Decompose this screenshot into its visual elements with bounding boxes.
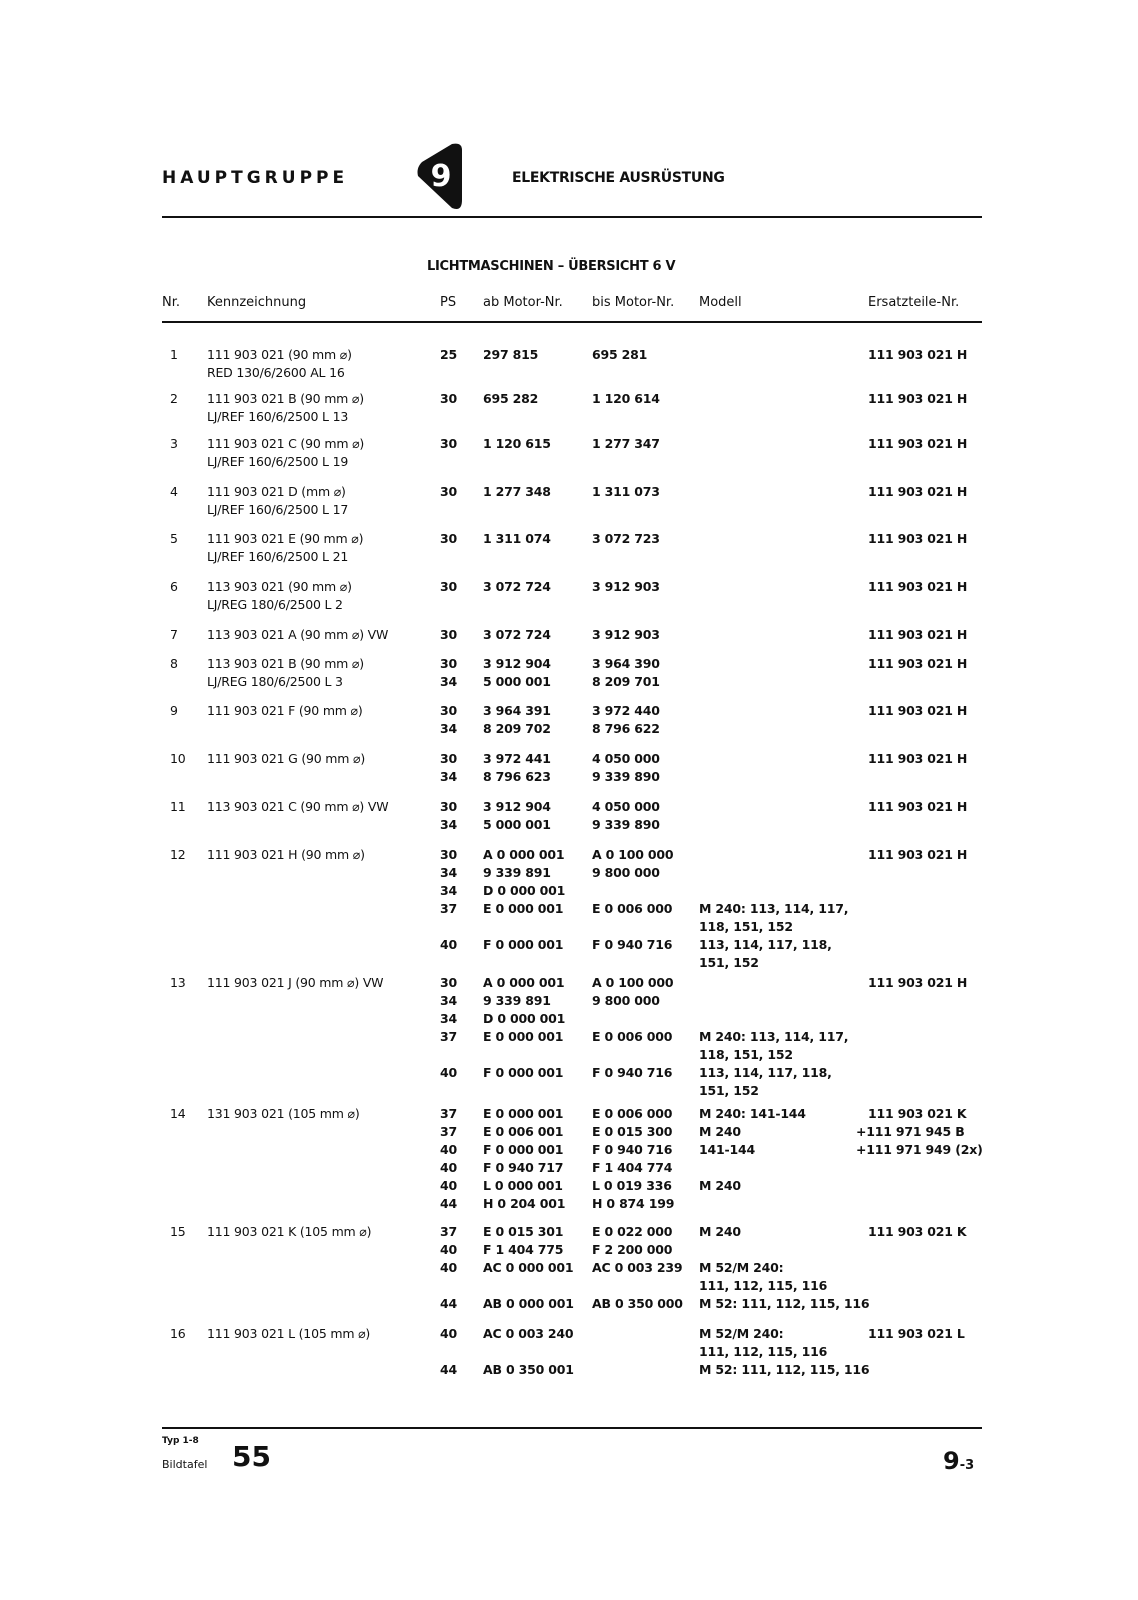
ab-motor-cell: L 0 000 001	[483, 1178, 563, 1193]
bis-motor-cell: 9 339 890	[592, 817, 660, 832]
modell-cell: 113, 114, 117, 118,	[699, 937, 832, 952]
kennzeichnung-cell: 113 903 021 A (90 mm ⌀) VW	[207, 627, 389, 642]
type-label: Typ 1-8	[162, 1436, 199, 1446]
ps-cell: 30	[440, 799, 457, 814]
ps-cell: 40	[440, 1065, 457, 1080]
ps-cell: 34	[440, 883, 457, 898]
ab-motor-cell: F 0 000 001	[483, 1065, 564, 1080]
modell-cell: 141-144	[699, 1142, 755, 1157]
ersatzteil-cell: 111 903 021 H	[868, 436, 968, 451]
bis-motor-cell: A 0 100 000	[592, 847, 674, 862]
row-number: 12	[170, 847, 186, 862]
ersatzteil-cell: 111 903 021 H	[868, 975, 968, 990]
bis-motor-cell: H 0 874 199	[592, 1196, 675, 1211]
col-header-ps: PS	[440, 295, 457, 310]
bis-motor-cell: 3 912 903	[592, 579, 660, 594]
ab-motor-cell: 1 311 074	[483, 531, 551, 546]
ersatzteil-cell: 111 903 021 H	[868, 579, 968, 594]
ab-motor-cell: 5 000 001	[483, 817, 551, 832]
bis-motor-cell: A 0 100 000	[592, 975, 674, 990]
kennzeichnung-cell: LJ/REF 160/6/2500 L 19	[207, 454, 349, 469]
bildtafel-number: 55	[232, 1440, 271, 1473]
page-minor: -3	[959, 1458, 975, 1473]
ps-cell: 30	[440, 703, 457, 718]
bis-motor-cell: 9 339 890	[592, 769, 660, 784]
ps-cell: 40	[440, 1242, 457, 1257]
modell-cell: 118, 151, 152	[699, 1047, 793, 1062]
ersatzteil-cell: 111 903 021 H	[868, 751, 968, 766]
bis-motor-cell: 1 311 073	[592, 484, 660, 499]
ab-motor-cell: 3 072 724	[483, 627, 551, 642]
ps-cell: 30	[440, 484, 457, 499]
kennzeichnung-cell: 111 903 021 C (90 mm ⌀)	[207, 436, 365, 451]
ps-cell: 40	[440, 1178, 457, 1193]
ps-cell: 40	[440, 1160, 457, 1175]
ps-cell: 34	[440, 1011, 457, 1026]
ersatzteil-cell: 111 903 021 H	[868, 656, 968, 671]
group-number-badge	[412, 142, 466, 212]
ersatzteil-cell: 111 903 021 H	[868, 703, 968, 718]
ps-cell: 44	[440, 1196, 457, 1211]
modell-cell: 111, 112, 115, 116	[699, 1278, 828, 1293]
ps-cell: 37	[440, 1124, 457, 1139]
ab-motor-cell: 5 000 001	[483, 674, 551, 689]
ab-motor-cell: 3 964 391	[483, 703, 551, 718]
bis-motor-cell: 695 281	[592, 347, 648, 362]
ersatzteil-cell: 111 903 021 H	[868, 799, 968, 814]
modell-cell: 113, 114, 117, 118,	[699, 1065, 832, 1080]
bildtafel-label: Bildtafel	[162, 1458, 208, 1471]
row-number: 10	[170, 751, 186, 766]
bis-motor-cell: F 2 200 000	[592, 1242, 673, 1257]
kennzeichnung-cell: 111 903 021 J (90 mm ⌀) VW	[207, 975, 384, 990]
kennzeichnung-cell: 111 903 021 K (105 mm ⌀)	[207, 1224, 372, 1239]
bis-motor-cell: E 0 022 000	[592, 1224, 673, 1239]
ps-cell: 34	[440, 674, 457, 689]
modell-cell: 111, 112, 115, 116	[699, 1344, 828, 1359]
row-number: 16	[170, 1326, 186, 1341]
ab-motor-cell: 3 072 724	[483, 579, 551, 594]
modell-cell: M 240: 113, 114, 117,	[699, 901, 849, 916]
bis-motor-cell: E 0 006 000	[592, 1106, 673, 1121]
page-number	[943, 1447, 974, 1475]
bis-motor-cell: 4 050 000	[592, 751, 660, 766]
row-number: 14	[170, 1106, 186, 1121]
row-number: 15	[170, 1224, 186, 1239]
ersatzteil-cell: 111 903 021 L	[868, 1326, 965, 1341]
ps-cell: 34	[440, 993, 457, 1008]
section-title: LICHTMASCHINEN – ÜBERSICHT 6 V	[427, 259, 676, 274]
bis-motor-cell: E 0 006 000	[592, 901, 673, 916]
ab-motor-cell: 1 277 348	[483, 484, 551, 499]
ersatzteil-cell: 111 903 021 H	[868, 847, 968, 862]
kennzeichnung-cell: LJ/REG 180/6/2500 L 2	[207, 597, 343, 612]
group-title: ELEKTRISCHE AUSRÜSTUNG	[512, 170, 725, 186]
bis-motor-cell: F 1 404 774	[592, 1160, 673, 1175]
row-number: 8	[170, 656, 178, 671]
footer-rule	[162, 1427, 982, 1429]
bis-motor-cell: 1 277 347	[592, 436, 660, 451]
bis-motor-cell: 3 972 440	[592, 703, 660, 718]
bis-motor-cell: AB 0 350 000	[592, 1296, 683, 1311]
ersatzteil-cell: 111 903 021 H	[868, 627, 968, 642]
ps-cell: 30	[440, 627, 457, 642]
ab-motor-cell: AB 0 350 001	[483, 1362, 574, 1377]
modell-cell: M 52/M 240:	[699, 1326, 784, 1341]
modell-cell: M 240: 141-144	[699, 1106, 806, 1121]
ersatzteil-cell: 111 903 021 K	[868, 1106, 967, 1121]
bis-motor-cell: 9 800 000	[592, 865, 660, 880]
ps-cell: 34	[440, 865, 457, 880]
ps-cell: 25	[440, 347, 457, 362]
row-number: 4	[170, 484, 178, 499]
row-number: 2	[170, 391, 178, 406]
row-number: 13	[170, 975, 186, 990]
col-header-kennzeichnung: Kennzeichnung	[207, 295, 307, 310]
col-header-modell: Modell	[699, 295, 742, 310]
ersatzteil-cell: 111 903 021 H	[868, 347, 968, 362]
header-rule	[162, 216, 982, 218]
kennzeichnung-cell: 111 903 021 G (90 mm ⌀)	[207, 751, 366, 766]
kennzeichnung-cell: 131 903 021 (105 mm ⌀)	[207, 1106, 360, 1121]
ab-motor-cell: AC 0 000 001	[483, 1260, 574, 1275]
modell-cell: M 52/M 240:	[699, 1260, 784, 1275]
ab-motor-cell: F 1 404 775	[483, 1242, 564, 1257]
ps-cell: 30	[440, 751, 457, 766]
bis-motor-cell: 8 209 701	[592, 674, 660, 689]
kennzeichnung-cell: 111 903 021 F (90 mm ⌀)	[207, 703, 363, 718]
ab-motor-cell: E 0 000 001	[483, 1106, 564, 1121]
modell-cell: 151, 152	[699, 955, 759, 970]
ab-motor-cell: AC 0 003 240	[483, 1326, 574, 1341]
bis-motor-cell: AC 0 003 239	[592, 1260, 683, 1275]
row-number: 9	[170, 703, 178, 718]
modell-cell: 118, 151, 152	[699, 919, 793, 934]
ab-motor-cell: D 0 000 001	[483, 883, 566, 898]
modell-cell: M 240	[699, 1124, 741, 1139]
bis-motor-cell: F 0 940 716	[592, 1142, 673, 1157]
ps-cell: 30	[440, 656, 457, 671]
bis-motor-cell: 3 964 390	[592, 656, 660, 671]
ab-motor-cell: E 0 006 001	[483, 1124, 564, 1139]
ab-motor-cell: 3 912 904	[483, 656, 551, 671]
ps-cell: 37	[440, 1029, 457, 1044]
col-header-ab: ab Motor-Nr.	[483, 295, 563, 310]
kennzeichnung-cell: 111 903 021 (90 mm ⌀)	[207, 347, 352, 362]
group-number: 9	[430, 159, 452, 194]
ps-cell: 40	[440, 937, 457, 952]
ab-motor-cell: F 0 000 001	[483, 937, 564, 952]
ab-motor-cell: 9 339 891	[483, 993, 551, 1008]
ab-motor-cell: AB 0 000 001	[483, 1296, 574, 1311]
bis-motor-cell: L 0 019 336	[592, 1178, 672, 1193]
ab-motor-cell: H 0 204 001	[483, 1196, 566, 1211]
bis-motor-cell: 9 800 000	[592, 993, 660, 1008]
ps-cell: 30	[440, 391, 457, 406]
ps-cell: 34	[440, 769, 457, 784]
kennzeichnung-cell: RED 130/6/2600 AL 16	[207, 365, 345, 380]
bis-motor-cell: F 0 940 716	[592, 937, 673, 952]
bis-motor-cell: 3 912 903	[592, 627, 660, 642]
row-number: 11	[170, 799, 186, 814]
ps-cell: 40	[440, 1326, 457, 1341]
kennzeichnung-cell: LJ/REF 160/6/2500 L 21	[207, 549, 349, 564]
modell-cell: 151, 152	[699, 1083, 759, 1098]
row-number: 5	[170, 531, 178, 546]
kennzeichnung-cell: LJ/REF 160/6/2500 L 13	[207, 409, 349, 424]
bis-motor-cell: 4 050 000	[592, 799, 660, 814]
ps-cell: 30	[440, 531, 457, 546]
ab-motor-cell: A 0 000 001	[483, 847, 565, 862]
ab-motor-cell: E 0 000 001	[483, 901, 564, 916]
ps-cell: 37	[440, 1224, 457, 1239]
ab-motor-cell: 8 209 702	[483, 721, 551, 736]
ab-motor-cell: 695 282	[483, 391, 539, 406]
modell-cell: M 240	[699, 1178, 741, 1193]
row-number: 1	[170, 347, 178, 362]
col-header-ersatz: Ersatzteile-Nr.	[868, 295, 960, 310]
ersatzteil-cell: +111 971 949 (2x)	[856, 1142, 983, 1157]
bis-motor-cell: 1 120 614	[592, 391, 660, 406]
ab-motor-cell: 1 120 615	[483, 436, 551, 451]
kennzeichnung-cell: 111 903 021 D (mm ⌀)	[207, 484, 346, 499]
col-header-bis: bis Motor-Nr.	[592, 295, 675, 310]
ab-motor-cell: 3 972 441	[483, 751, 551, 766]
ps-cell: 34	[440, 721, 457, 736]
ab-motor-cell: F 0 940 717	[483, 1160, 564, 1175]
ersatzteil-cell: 111 903 021 H	[868, 391, 968, 406]
kennzeichnung-cell: LJ/REG 180/6/2500 L 3	[207, 674, 343, 689]
ps-cell: 30	[440, 847, 457, 862]
ab-motor-cell: D 0 000 001	[483, 1011, 566, 1026]
table-header-rule	[162, 321, 982, 323]
ps-cell: 44	[440, 1362, 457, 1377]
ps-cell: 30	[440, 436, 457, 451]
ps-cell: 30	[440, 579, 457, 594]
ab-motor-cell: E 0 000 001	[483, 1029, 564, 1044]
row-number: 3	[170, 436, 178, 451]
kennzeichnung-cell: 113 903 021 B (90 mm ⌀)	[207, 656, 364, 671]
ab-motor-cell: 9 339 891	[483, 865, 551, 880]
kennzeichnung-cell: LJ/REF 160/6/2500 L 17	[207, 502, 349, 517]
modell-cell: M 52: 111, 112, 115, 116	[699, 1362, 870, 1377]
kennzeichnung-cell: 111 903 021 H (90 mm ⌀)	[207, 847, 365, 862]
bis-motor-cell: 3 072 723	[592, 531, 660, 546]
kennzeichnung-cell: 111 903 021 B (90 mm ⌀)	[207, 391, 364, 406]
ab-motor-cell: 8 796 623	[483, 769, 551, 784]
modell-cell: M 240	[699, 1224, 741, 1239]
ab-motor-cell: F 0 000 001	[483, 1142, 564, 1157]
ab-motor-cell: 3 912 904	[483, 799, 551, 814]
ps-cell: 34	[440, 817, 457, 832]
ersatzteil-cell: +111 971 945 B	[856, 1124, 965, 1139]
ersatzteil-cell: 111 903 021 H	[868, 531, 968, 546]
row-number: 7	[170, 627, 178, 642]
ps-cell: 44	[440, 1296, 457, 1311]
ersatzteil-cell: 111 903 021 K	[868, 1224, 967, 1239]
ab-motor-cell: E 0 015 301	[483, 1224, 564, 1239]
ps-cell: 37	[440, 901, 457, 916]
bis-motor-cell: E 0 015 300	[592, 1124, 673, 1139]
row-number: 6	[170, 579, 178, 594]
kennzeichnung-cell: 113 903 021 C (90 mm ⌀) VW	[207, 799, 389, 814]
kennzeichnung-cell: 113 903 021 (90 mm ⌀)	[207, 579, 352, 594]
page-major: 9	[943, 1447, 960, 1475]
bis-motor-cell: F 0 940 716	[592, 1065, 673, 1080]
ps-cell: 37	[440, 1106, 457, 1121]
modell-cell: M 240: 113, 114, 117,	[699, 1029, 849, 1044]
group-label: HAUPTGRUPPE	[162, 168, 349, 188]
ersatzteil-cell: 111 903 021 H	[868, 484, 968, 499]
ab-motor-cell: A 0 000 001	[483, 975, 565, 990]
kennzeichnung-cell: 111 903 021 L (105 mm ⌀)	[207, 1326, 371, 1341]
kennzeichnung-cell: 111 903 021 E (90 mm ⌀)	[207, 531, 364, 546]
bis-motor-cell: E 0 006 000	[592, 1029, 673, 1044]
col-header-nr: Nr.	[162, 295, 181, 310]
bis-motor-cell: 8 796 622	[592, 721, 660, 736]
ps-cell: 40	[440, 1260, 457, 1275]
modell-cell: M 52: 111, 112, 115, 116	[699, 1296, 870, 1311]
ps-cell: 30	[440, 975, 457, 990]
ab-motor-cell: 297 815	[483, 347, 539, 362]
ps-cell: 40	[440, 1142, 457, 1157]
